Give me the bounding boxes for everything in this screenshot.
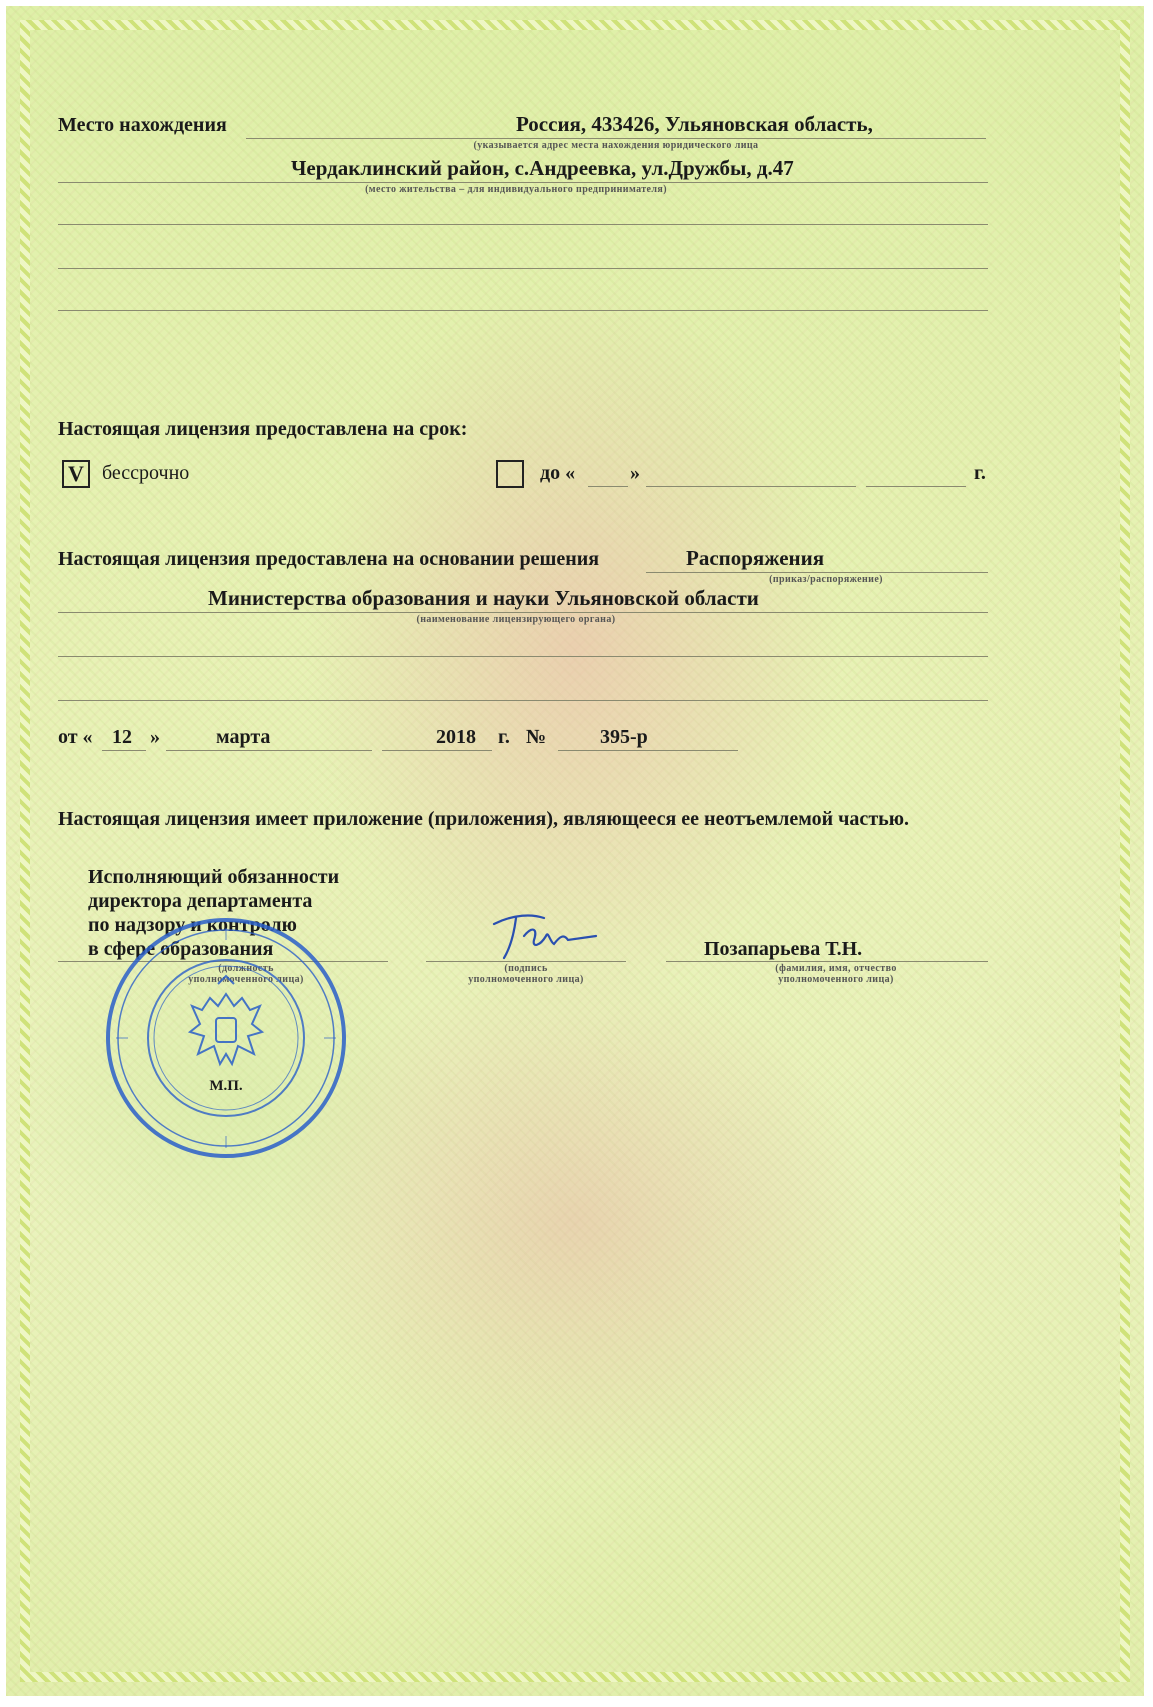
until-year-suffix: г. <box>974 462 986 484</box>
name-caption-1: (фамилия, имя, отчество <box>775 963 897 974</box>
basis-heading: Настоящая лицензия предоставлена на основании решения <box>58 548 600 570</box>
license-sheet <box>6 6 1144 1696</box>
position-caption-2: уполномоченного лица) <box>188 974 304 985</box>
number-sign: № <box>526 726 547 748</box>
date-month: марта <box>216 726 271 748</box>
blank-rule-5 <box>58 700 988 701</box>
date-prefix-close: » <box>150 726 160 748</box>
signature-caption-2: уполномоченного лица) <box>468 974 584 985</box>
location-label: Место нахождения <box>58 114 227 136</box>
date-year-suffix: г. <box>498 726 510 748</box>
ornamental-border <box>20 20 1130 1682</box>
until-month-rule <box>646 486 856 487</box>
seal-mark: М.П. <box>209 1078 243 1094</box>
indefinite-checkbox: V <box>62 460 90 488</box>
date-year: 2018 <box>436 726 476 748</box>
until-checkbox <box>496 460 524 488</box>
until-close: » <box>630 462 640 484</box>
date-month-rule <box>166 750 372 751</box>
position-line-2: директора департамента <box>88 890 313 912</box>
name-caption-2: уполномоченного лица) <box>778 974 894 985</box>
position-line-1: Исполняющий обязанности <box>88 866 340 888</box>
blank-rule-3 <box>58 310 988 311</box>
position-caption-1: (должность <box>218 963 274 974</box>
date-day-rule <box>102 750 146 751</box>
address-line-1: Россия, 433426, Ульяновская область, <box>516 112 873 136</box>
address-rule-1 <box>246 138 986 139</box>
license-number: 395-р <box>600 726 648 748</box>
address-caption-2: (место жительства – для индивидуального предпринимателя) <box>365 184 667 195</box>
decision-type: Распоряжения <box>686 546 825 570</box>
number-rule <box>558 750 738 751</box>
position-line-3: по надзору и контролю <box>88 914 297 936</box>
address-line-2: Чердаклинский район, с.Андреевка, ул.Дружбы, д.47 <box>291 156 794 180</box>
blank-rule-4 <box>58 656 988 657</box>
position-line-4: в сфере образования <box>88 938 274 960</box>
handwritten-signature <box>484 906 604 966</box>
decision-rule <box>646 572 988 573</box>
blank-rule-1 <box>58 224 988 225</box>
authority-name: Министерства образования и науки Ульяновской области <box>208 586 759 610</box>
decision-caption: (приказ/распоряжение) <box>769 574 883 585</box>
until-day-rule <box>588 486 628 487</box>
date-year-rule <box>382 750 492 751</box>
indefinite-label: бессрочно <box>102 462 190 484</box>
date-prefix-open: от « <box>58 726 93 748</box>
official-seal <box>102 914 350 1162</box>
blank-rule-2 <box>58 268 988 269</box>
address-caption-1: (указывается адрес места нахождения юридического лица <box>473 140 759 151</box>
name-rule <box>666 961 988 962</box>
authority-caption: (наименование лицензирующего органа) <box>416 614 616 625</box>
term-heading: Настоящая лицензия предоставлена на срок: <box>58 418 468 440</box>
signature-caption-1: (подпись <box>504 963 548 974</box>
address-rule-2 <box>58 182 988 183</box>
authority-rule <box>58 612 988 613</box>
until-year-rule <box>866 486 966 487</box>
signatory-name: Позапарьева Т.Н. <box>704 938 863 960</box>
appendix-note: Настоящая лицензия имеет приложение (приложения), являющееся ее неотъемлемой частью. <box>58 808 909 830</box>
date-day: 12 <box>112 726 132 748</box>
until-prefix: до « <box>540 462 576 484</box>
